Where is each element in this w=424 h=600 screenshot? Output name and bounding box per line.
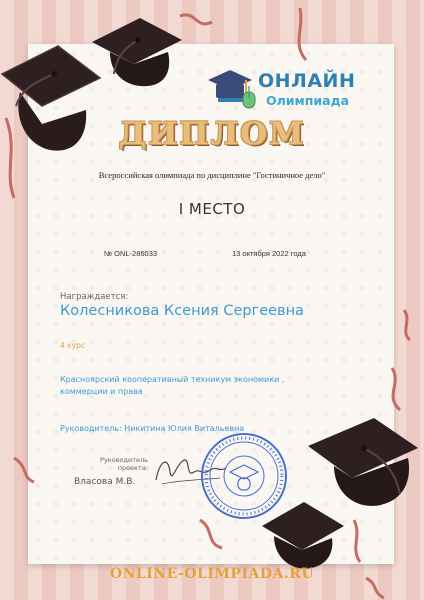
diploma-title: ДИПЛОМ xyxy=(118,116,306,152)
diploma-number: № ONL-286033 xyxy=(104,249,158,258)
computer-mouse-icon xyxy=(240,86,258,110)
head-name: Власова М.В. xyxy=(74,477,136,487)
leader-line: Руководитель: Никитина Юлия Витальевна xyxy=(60,424,245,433)
olympiad-line: Всероссийская олимпиада по дисциплине "Гостиничное дело" xyxy=(98,170,326,180)
website-link[interactable]: ONLINE-OLIMPIADA.RU xyxy=(109,566,315,582)
school-line-2: коммерции и права xyxy=(60,387,143,396)
school-line-1: Красноярский кооперативный техникум экономики , xyxy=(60,375,285,384)
head-label: Руководитель проекта: xyxy=(100,456,148,472)
course-label: 4 курс xyxy=(60,341,86,350)
school-name xyxy=(60,374,360,398)
logo-title: ОНЛАЙН xyxy=(258,70,356,92)
recipient-name: Колесникова Ксения Сергеевна xyxy=(60,303,304,319)
issue-date: 13 октября 2022 года xyxy=(232,249,306,258)
awarded-label: Награждается: xyxy=(60,292,129,302)
logo-subtitle: Олимпиада xyxy=(266,93,350,108)
place-label: I МЕСТО xyxy=(178,200,246,218)
stamp-icon xyxy=(198,430,290,522)
